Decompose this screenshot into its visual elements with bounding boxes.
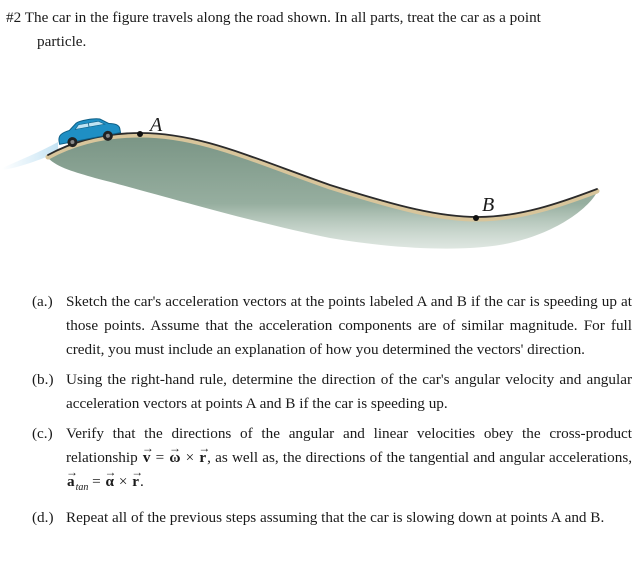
road-figure — [0, 100, 640, 250]
part-a-label: (a.) — [32, 293, 53, 310]
part-d-text: Repeat all of the previous steps assuming that the car is slowing down at points A and B. — [66, 509, 605, 526]
part-c-label: (c.) — [32, 425, 53, 442]
vector-omega: → ω — [168, 446, 181, 470]
point-a-label: A — [150, 114, 163, 136]
road-surface — [48, 136, 597, 249]
problem-intro-line1: The car in the figure travels along the road shown. In all parts, treat the car as a point — [24, 9, 541, 26]
problem-statement — [6, 6, 632, 54]
part-c — [28, 422, 632, 500]
problem-number: #2 — [6, 9, 22, 26]
part-b-label: (b.) — [32, 371, 54, 388]
equation-velocity: → v = → ω × → r — [142, 449, 207, 466]
part-c-text-before: Verify that the directions of the angular and linear velocities obey the cross-product relationship — [66, 425, 632, 466]
point-b-marker — [473, 215, 479, 221]
question-parts — [28, 290, 632, 536]
part-d-label: (d.) — [32, 509, 54, 526]
equation-acceleration: → $a_{tan}$ = → α × → r — [66, 473, 140, 490]
part-d — [28, 506, 632, 530]
subscript-tan: tan — [75, 482, 89, 493]
vector-r-2: → r — [131, 470, 140, 494]
vector-a-tan: → a — [66, 470, 76, 494]
part-a-text: Sketch the car's acceleration vectors at the points labeled A and B if the car is speeding up at those points. Assume that the acceleration components are of similar magnitude. For full credit, you must include an explanation of how you determined the vectors' direction. — [66, 293, 632, 358]
part-b — [28, 368, 632, 416]
part-c-text-end: . — [139, 473, 144, 490]
vector-alpha: → α — [105, 470, 115, 494]
problem-intro-line2: particle. — [37, 33, 87, 50]
part-a — [28, 290, 632, 362]
point-a-marker — [137, 131, 143, 137]
part-b-text: Using the right-hand rule, determine the direction of the car's angular velocity and angular acceleration vectors at points A and B if the car is speeding up. — [66, 371, 632, 412]
vector-v: → v — [142, 446, 152, 470]
vector-r: → r — [198, 446, 207, 470]
point-b-label: B — [482, 194, 495, 216]
part-c-text-mid: , as well as, the directions of the tangential and angular accelerations, — [207, 449, 633, 466]
